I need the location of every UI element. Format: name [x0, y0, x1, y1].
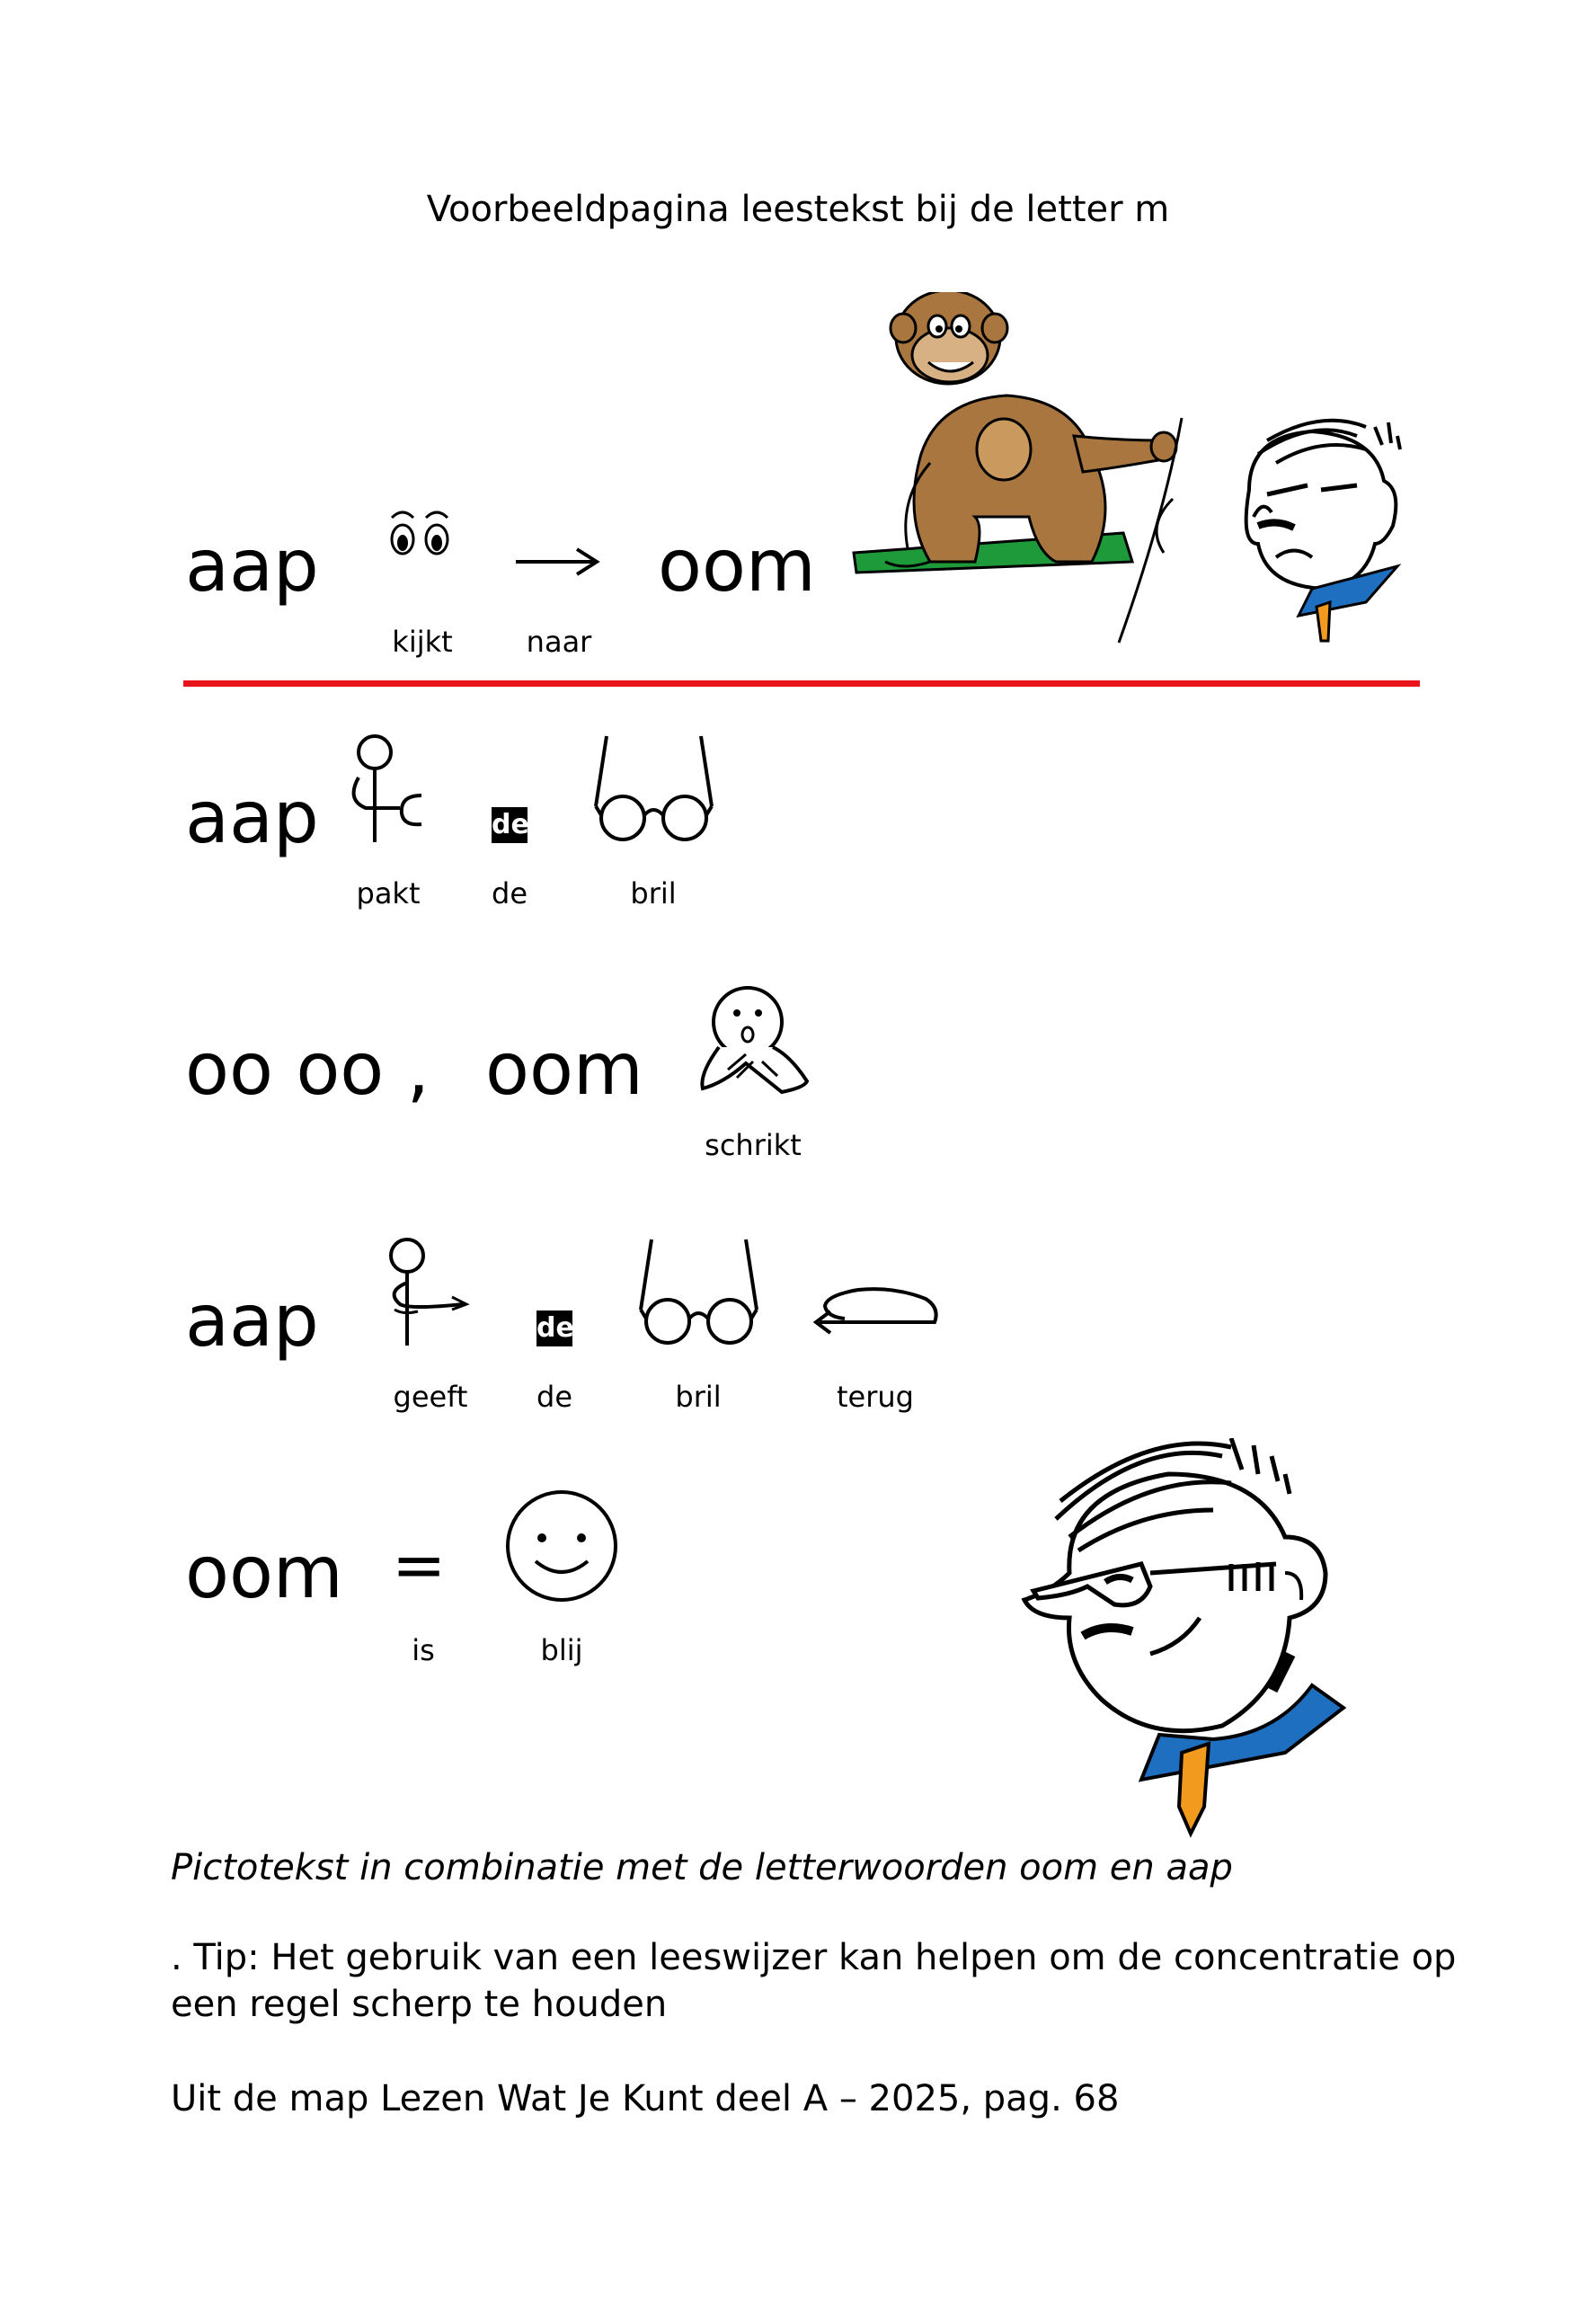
eyes-icon [386, 503, 458, 566]
happy-face-icon [503, 1488, 620, 1604]
de-badge-icon: de [536, 1310, 572, 1346]
equals-icon: = [392, 1527, 447, 1603]
word-aap: aap [185, 524, 319, 608]
label-de: de [536, 1380, 572, 1414]
take-person-icon [346, 733, 427, 849]
glasses-icon [589, 733, 719, 845]
label-terug: terug [837, 1380, 914, 1414]
return-arrow-icon [809, 1281, 944, 1344]
startled-face-icon [692, 984, 813, 1101]
word-oom: oom [185, 1531, 343, 1614]
give-person-icon [382, 1236, 481, 1353]
uncle-illustration [1231, 409, 1429, 652]
label-naar: naar [526, 625, 592, 659]
words-oo-oo: oo oo , [185, 1027, 430, 1111]
page-title: Voorbeeldpagina leestekst bij de letter m [426, 189, 1170, 230]
word-oom: oom [485, 1027, 643, 1111]
label-pakt: pakt [356, 876, 421, 911]
happy-uncle-illustration [1015, 1438, 1357, 1843]
word-aap: aap [185, 1279, 319, 1363]
label-bril: bril [630, 876, 677, 911]
label-geeft: geeft [393, 1380, 468, 1414]
word-aap: aap [185, 776, 319, 859]
label-kijkt: kijkt [392, 625, 453, 659]
red-divider [183, 680, 1420, 687]
tip-text: . Tip: Het gebruik van een leeswijzer kan helpen om de concentratie op een regel scherp te houden [171, 1937, 1457, 2025]
label-de: de [492, 876, 528, 911]
label-blij: blij [540, 1633, 583, 1667]
glasses-icon [634, 1236, 764, 1348]
caption: Pictotekst in combinatie met de letterwoorden oom en aap [171, 1847, 1233, 1888]
label-schrikt: schrikt [705, 1128, 802, 1162]
source-text: Uit de map Lezen Wat Je Kunt deel A – 2025, pag. 68 [171, 2078, 1120, 2119]
de-badge-icon: de [492, 807, 528, 843]
arrow-right-icon [512, 544, 602, 580]
monkey-illustration [849, 292, 1227, 652]
word-oom: oom [658, 524, 816, 608]
label-is: is [412, 1633, 435, 1667]
label-bril: bril [675, 1380, 722, 1414]
